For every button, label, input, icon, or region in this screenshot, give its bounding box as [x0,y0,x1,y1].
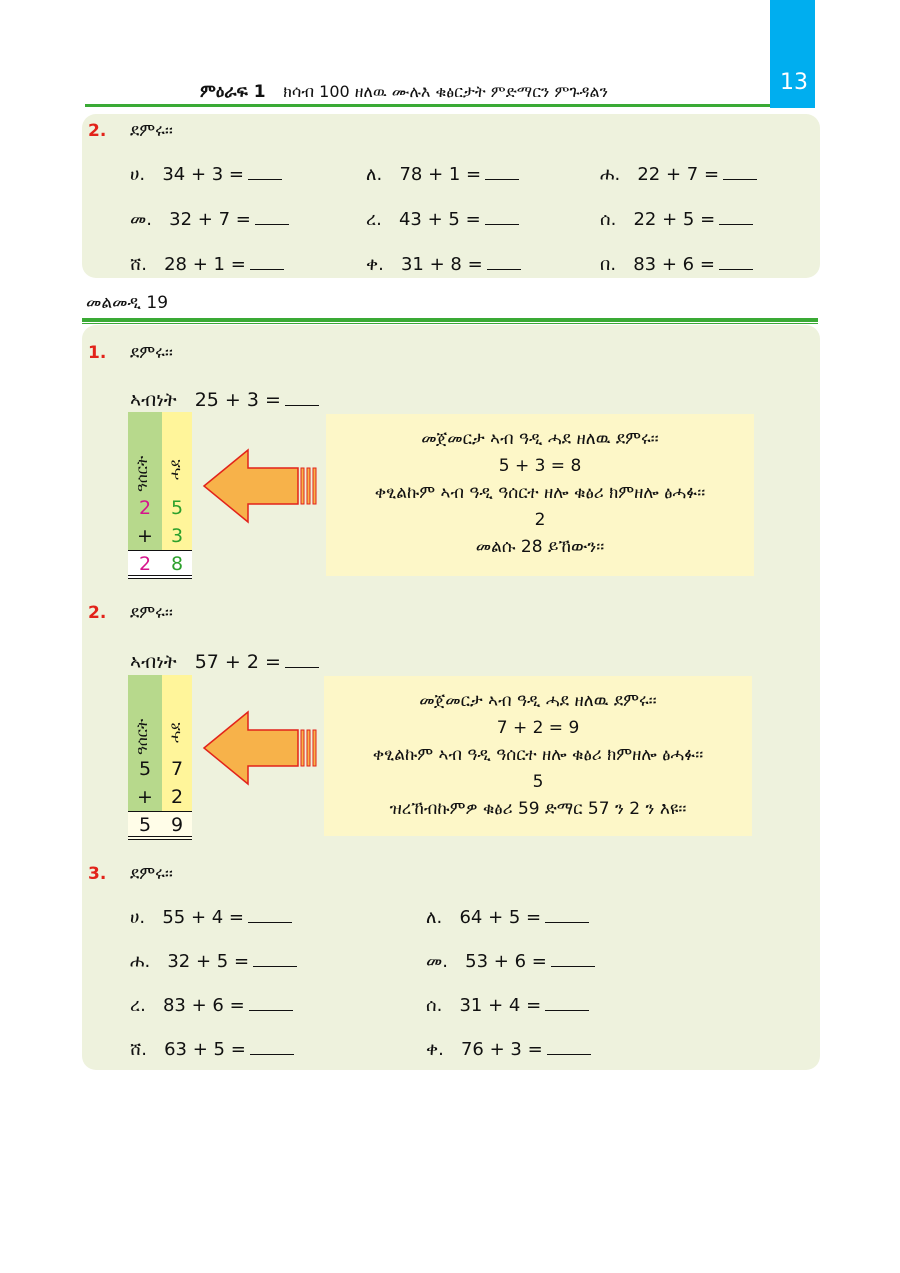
note-line: 5 [532,772,544,792]
problem-item: ሀ. 34 + 3 = [130,164,282,185]
problem-item: ሀ. 55 + 4 = [130,907,292,928]
answer-blank [285,404,319,406]
result-tens: 2 [138,553,152,575]
answer-blank[interactable] [547,1053,591,1055]
tens-digit: 5 [138,758,152,780]
answer-blank[interactable] [723,178,757,180]
ones-addend: 2 [170,786,184,808]
answer-blank[interactable] [248,178,282,180]
exercise-number: 3. [88,864,107,884]
ones-digit: 7 [170,758,184,780]
exercise-number: 2. [88,121,107,141]
problem-item: ሰ. 22 + 5 = [600,209,753,230]
answer-blank[interactable] [487,268,521,270]
note-line: 2 [534,510,546,530]
note-line: ቀፂልኩም ኣብ ዓዲ ዓሰርተ ዘሎ ቁፅሪ ክምዘሎ ፅሓፉ፡፡ [374,483,706,503]
tens-header: ዓሰርት [133,455,151,492]
plus-sign: + [137,525,153,547]
ones-header: ሓደ [166,459,184,480]
result-ones: 8 [170,553,184,575]
note-line: 5 + 3 = 8 [498,456,582,476]
answer-blank[interactable] [253,965,297,967]
problem-item: ቀ. 76 + 3 = [426,1039,591,1060]
chapter-header [200,82,608,102]
answer-blank[interactable] [485,178,519,180]
problem-item: ሐ. 32 + 5 = [130,951,297,972]
problem-item: ሰ. 31 + 4 = [426,995,589,1016]
example-line: ኣብነት 25 + 3 = [130,389,319,411]
answer-blank[interactable] [249,1009,293,1011]
answer-blank[interactable] [255,223,289,225]
problem-item: ሸ. 63 + 5 = [130,1039,294,1060]
ones-header: ሓደ [166,722,184,743]
explanation-box [326,414,754,576]
example-line: ኣብነት 57 + 2 = [130,651,319,673]
problem-item: በ. 83 + 6 = [600,254,753,275]
note-line: ዝረኸብኩምዎ ቁፅሪ 59 ድማር 57 ን 2 ን እዩ፡፡ [389,799,687,819]
problem-item: መ. 32 + 7 = [130,209,289,230]
note-line: መጀመርታ ኣብ ዓዲ ሓደ ዘለዉ ደምሩ፡፡ [421,429,659,449]
note-line: 7 + 2 = 9 [496,718,580,738]
note-line: መጀመርታ ኣብ ዓዲ ሓደ ዘለዉ ደምሩ፡፡ [419,691,657,711]
answer-blank[interactable] [719,223,753,225]
note-line: መልሱ 28 ይኸውን፡፡ [475,537,605,557]
answer-blank[interactable] [250,1053,294,1055]
exercise-number: 2. [88,603,107,623]
ones-digit: 5 [170,497,184,519]
section-divider [82,318,818,322]
exercise-instruction: ደምሩ፡፡ [130,864,173,884]
tens-header: ዓሰርት [133,718,151,755]
tens-digit: 2 [138,497,152,519]
problem-item: ቀ. 31 + 8 = [366,254,521,275]
problem-item: መ. 53 + 6 = [426,951,595,972]
exercise-number: 1. [88,343,107,363]
exercise-instruction: ደምሩ፡፡ [130,603,173,623]
header-divider [85,104,770,107]
left-arrow-icon [202,710,322,786]
plus-sign: + [137,786,153,808]
exercise-instruction: ደምሩ፡፡ [130,343,173,363]
problem-item: ሸ. 28 + 1 = [130,254,284,275]
section-title: መልመዲ 19 [86,293,169,313]
explanation-box [324,676,752,836]
page-number: 13 [780,70,808,95]
left-arrow-icon [202,448,322,524]
section-divider-thin [82,323,818,324]
problem-item: ለ. 64 + 5 = [426,907,589,928]
answer-blank[interactable] [545,921,589,923]
result-tens: 5 [138,814,152,836]
answer-blank[interactable] [250,268,284,270]
problem-item: ለ. 78 + 1 = [366,164,519,185]
answer-blank[interactable] [485,223,519,225]
chapter-subtitle: ክሳብ 100 ዘለዉ ሙሉእ ቁፅርታት ምድማርን ምጉዳልን [283,82,609,101]
problem-item: ሐ. 22 + 7 = [600,164,757,185]
chapter-title: ምዕራፍ 1 [200,82,266,102]
answer-blank[interactable] [551,965,595,967]
result-ones: 9 [170,814,184,836]
note-line: ቀፂልኩም ኣብ ዓዲ ዓሰርተ ዘሎ ቁፅሪ ክምዘሎ ፅሓፉ፡፡ [372,745,704,765]
answer-blank[interactable] [248,921,292,923]
answer-blank[interactable] [545,1009,589,1011]
ones-addend: 3 [170,525,184,547]
exercise-instruction: ደምሩ፡፡ [130,121,173,141]
answer-blank[interactable] [719,268,753,270]
problem-item: ረ. 83 + 6 = [130,995,293,1016]
answer-blank [285,666,319,668]
problem-item: ረ. 43 + 5 = [366,209,519,230]
